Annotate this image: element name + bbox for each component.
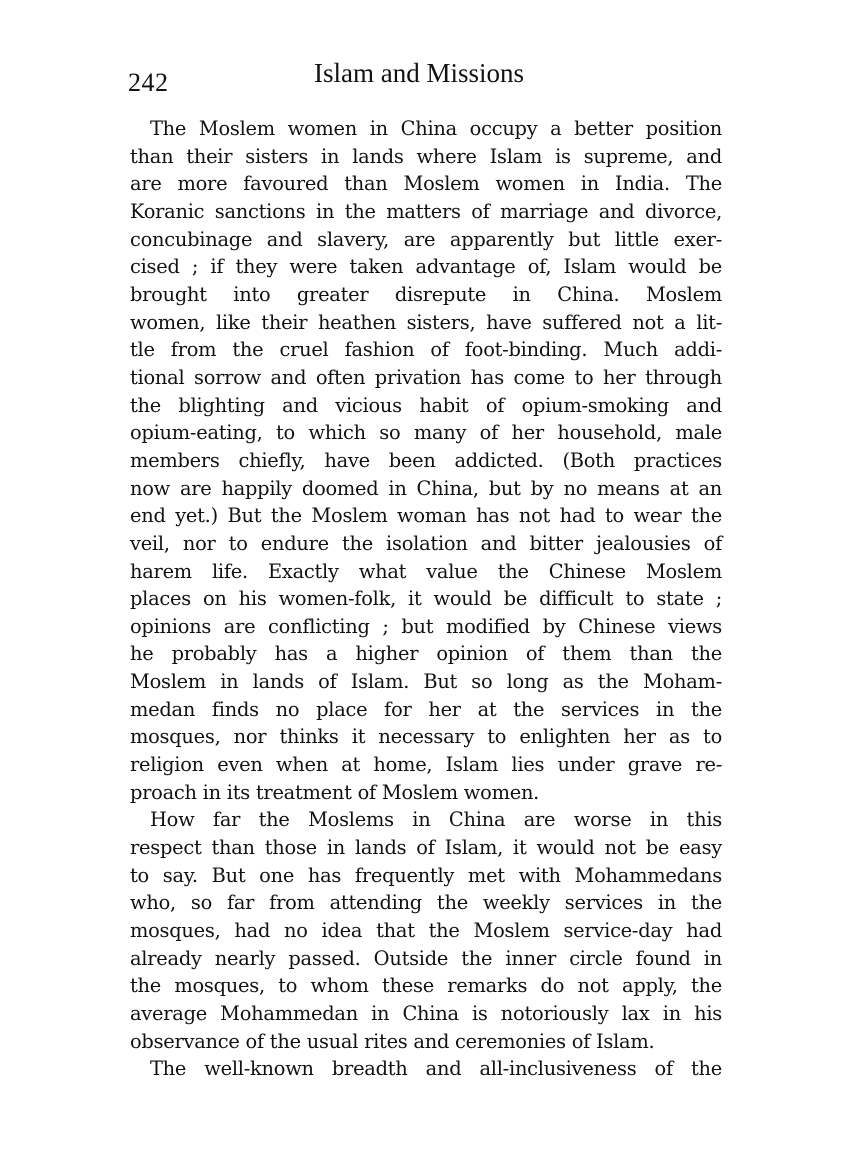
text-line: How far the Moslems in China are worse in this	[150, 808, 722, 832]
text-line: cised ; if they were taken advantage of, Islam would be	[130, 255, 722, 279]
text-line: members chiefly, have been addicted. (Both practices	[130, 448, 722, 472]
text-line: medan finds no place for her at the services in the	[130, 697, 722, 721]
body-text	[130, 115, 722, 1083]
text-line: observance of the usual rites and ceremonies of Islam.	[130, 1029, 655, 1053]
text-line: than their sisters in lands where Islam is supreme, and	[130, 144, 722, 168]
text-line: proach in its treatment of Moslem women.	[130, 780, 540, 804]
page-number: 242	[128, 68, 169, 97]
text-line: religion even when at home, Islam lies under grave re-	[130, 753, 722, 777]
page-header	[128, 58, 728, 98]
text-line: to say. But one has frequently met with Mohammedans	[130, 863, 722, 887]
text-line: women, like their heathen sisters, have suffered not a lit-	[130, 310, 722, 334]
running-title: Islam and Missions	[314, 58, 525, 88]
text-line: already nearly passed. Outside the inner circle found in	[130, 946, 722, 970]
text-line: Koranic sanctions in the matters of marriage and divorce,	[130, 199, 722, 223]
text-line: harem life. Exactly what value the Chinese Moslem	[130, 559, 722, 583]
text-line: who, so far from attending the weekly services in the	[130, 891, 722, 915]
paragraph	[130, 115, 722, 806]
text-line: end yet.) But the Moslem woman has not had to wear the	[130, 504, 722, 528]
text-line: mosques, nor thinks it necessary to enlighten her as to	[130, 725, 722, 749]
text-line: The Moslem women in China occupy a better position	[150, 117, 722, 140]
text-line: brought into greater disrepute in China. Moslem	[130, 282, 722, 306]
text-line: places on his women-folk, it would be difficult to state ;	[130, 587, 722, 611]
text-line: average Mohammedan in China is notoriously lax in his	[130, 1002, 722, 1025]
text-line: the mosques, to whom these remarks do not apply, the	[130, 974, 722, 998]
text-line: veil, nor to endure the isolation and bitter jealousies of	[130, 531, 722, 555]
text-line: tle from the cruel fashion of foot-binding. Much addi-	[130, 338, 722, 362]
text-line: respect than those in lands of Islam, it would not be easy	[130, 836, 722, 860]
text-line: Moslem in lands of Islam. But so long as the Moham-	[130, 670, 722, 694]
text-line: The well-known breadth and all-inclusiveness of the	[150, 1057, 722, 1081]
text-line: opium-eating, to which so many of her household, male	[130, 421, 722, 445]
text-line: opinions are conflicting ; but modified by Chinese views	[130, 614, 722, 638]
paragraph	[130, 1055, 722, 1083]
text-line: now are happily doomed in China, but by no means at an	[130, 476, 722, 500]
text-line: mosques, had no idea that the Moslem service-day had	[130, 919, 722, 943]
text-line: he probably has a higher opinion of them than the	[130, 642, 722, 666]
text-line: the blighting and vicious habit of opium-smoking and	[130, 393, 722, 417]
text-line: are more favoured than Moslem women in India. The	[130, 172, 722, 196]
text-line: tional sorrow and often privation has come to her through	[130, 365, 722, 389]
paragraph	[130, 806, 722, 1055]
text-line: concubinage and slavery, are apparently but little exer-	[130, 227, 722, 251]
